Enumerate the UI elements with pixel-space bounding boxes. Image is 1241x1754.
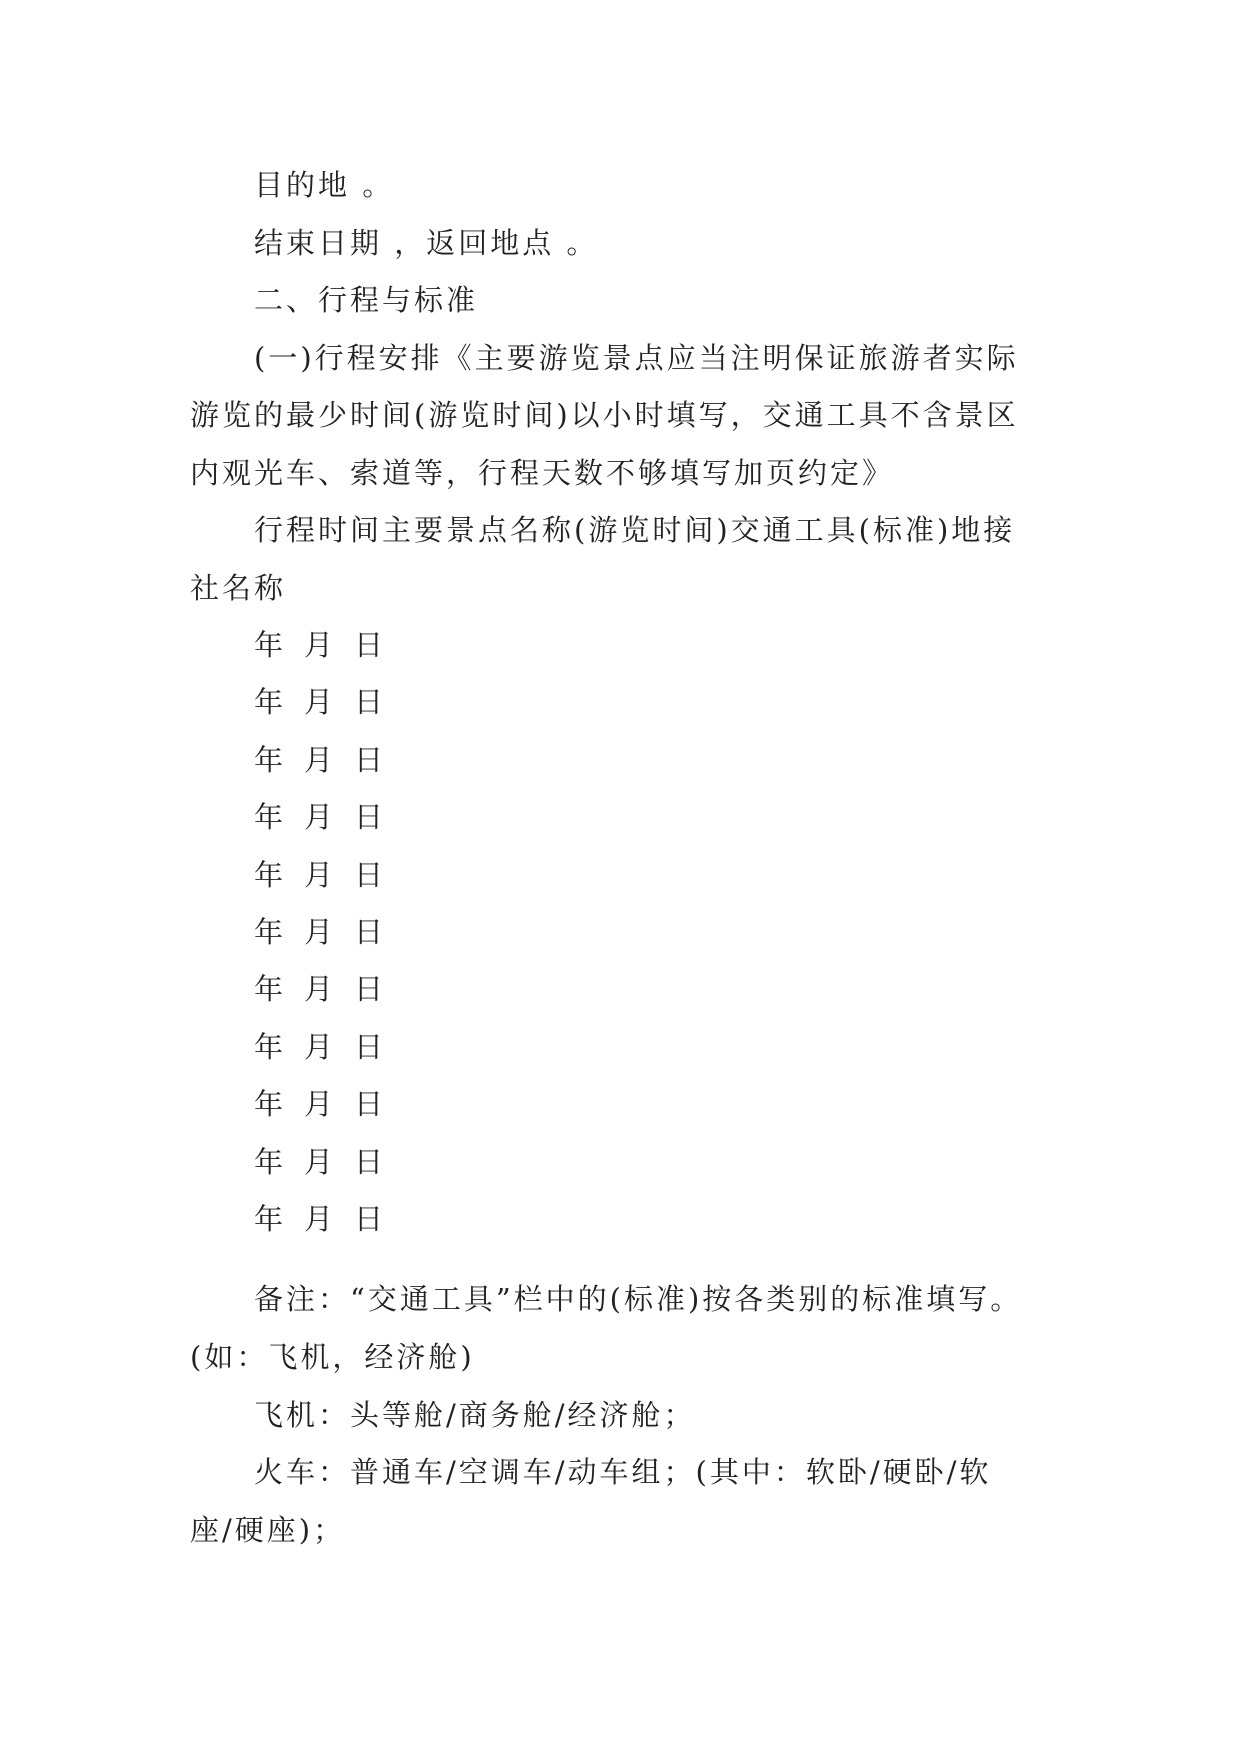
date-year-label: 年 (254, 915, 287, 949)
date-day-label: 日 (354, 800, 387, 834)
date-day-label: 日 (354, 685, 387, 719)
end-date-line: 结束日期 ，返回地点 。 (254, 226, 599, 260)
date-month-label: 月 (304, 1030, 337, 1064)
section-2-heading: 二、行程与标准 (254, 283, 479, 317)
train-standard-line-1: 火车：普通车/空调车/动车组；(其中：软卧/硬卧/软 (254, 1455, 992, 1489)
destination-line: 目的地 。 (254, 168, 395, 202)
date-month-label: 月 (304, 1087, 337, 1121)
date-month-label: 月 (304, 685, 337, 719)
train-standard-line-2: 座/硬座)； (190, 1513, 346, 1547)
date-day-label: 日 (354, 743, 387, 777)
date-day-label: 日 (354, 972, 387, 1006)
date-year-label: 年 (254, 628, 287, 662)
date-month-label: 月 (304, 800, 337, 834)
table-header-line-2: 社名称 (190, 571, 287, 605)
date-month-label: 月 (304, 972, 337, 1006)
itinerary-paragraph-line-1: (一)行程安排《主要游览景点应当注明保证旅游者实际 (254, 341, 1019, 375)
date-year-label: 年 (254, 800, 287, 834)
date-year-label: 年 (254, 972, 287, 1006)
date-year-label: 年 (254, 1202, 287, 1236)
date-month-label: 月 (304, 628, 337, 662)
date-month-label: 月 (304, 1202, 337, 1236)
plane-standard-line: 飞机：头等舱/商务舱/经济舱； (254, 1398, 696, 1432)
date-day-label: 日 (354, 628, 387, 662)
date-year-label: 年 (254, 1087, 287, 1121)
date-year-label: 年 (254, 1145, 287, 1179)
date-year-label: 年 (254, 685, 287, 719)
date-year-label: 年 (254, 743, 287, 777)
table-header-line-1: 行程时间主要景点名称(游览时间)交通工具(标准)地接 (254, 513, 1016, 547)
date-day-label: 日 (354, 1202, 387, 1236)
date-month-label: 月 (304, 1145, 337, 1179)
note-line-2: (如：飞机，经济舱) (190, 1340, 475, 1374)
date-month-label: 月 (304, 858, 337, 892)
date-month-label: 月 (304, 743, 337, 777)
date-year-label: 年 (254, 858, 287, 892)
note-line-1: 备注：“交通工具”栏中的(标准)按各类别的标准填写。 (254, 1282, 1023, 1316)
date-day-label: 日 (354, 1087, 387, 1121)
date-day-label: 日 (354, 858, 387, 892)
itinerary-paragraph-line-3: 内观光车、索道等，行程天数不够填写加页约定》 (190, 456, 895, 490)
itinerary-paragraph-line-2: 游览的最少时间(游览时间)以小时填写，交通工具不含景区 (190, 398, 1019, 432)
date-day-label: 日 (354, 1030, 387, 1064)
date-month-label: 月 (304, 915, 337, 949)
date-day-label: 日 (354, 1145, 387, 1179)
date-year-label: 年 (254, 1030, 287, 1064)
date-day-label: 日 (354, 915, 387, 949)
